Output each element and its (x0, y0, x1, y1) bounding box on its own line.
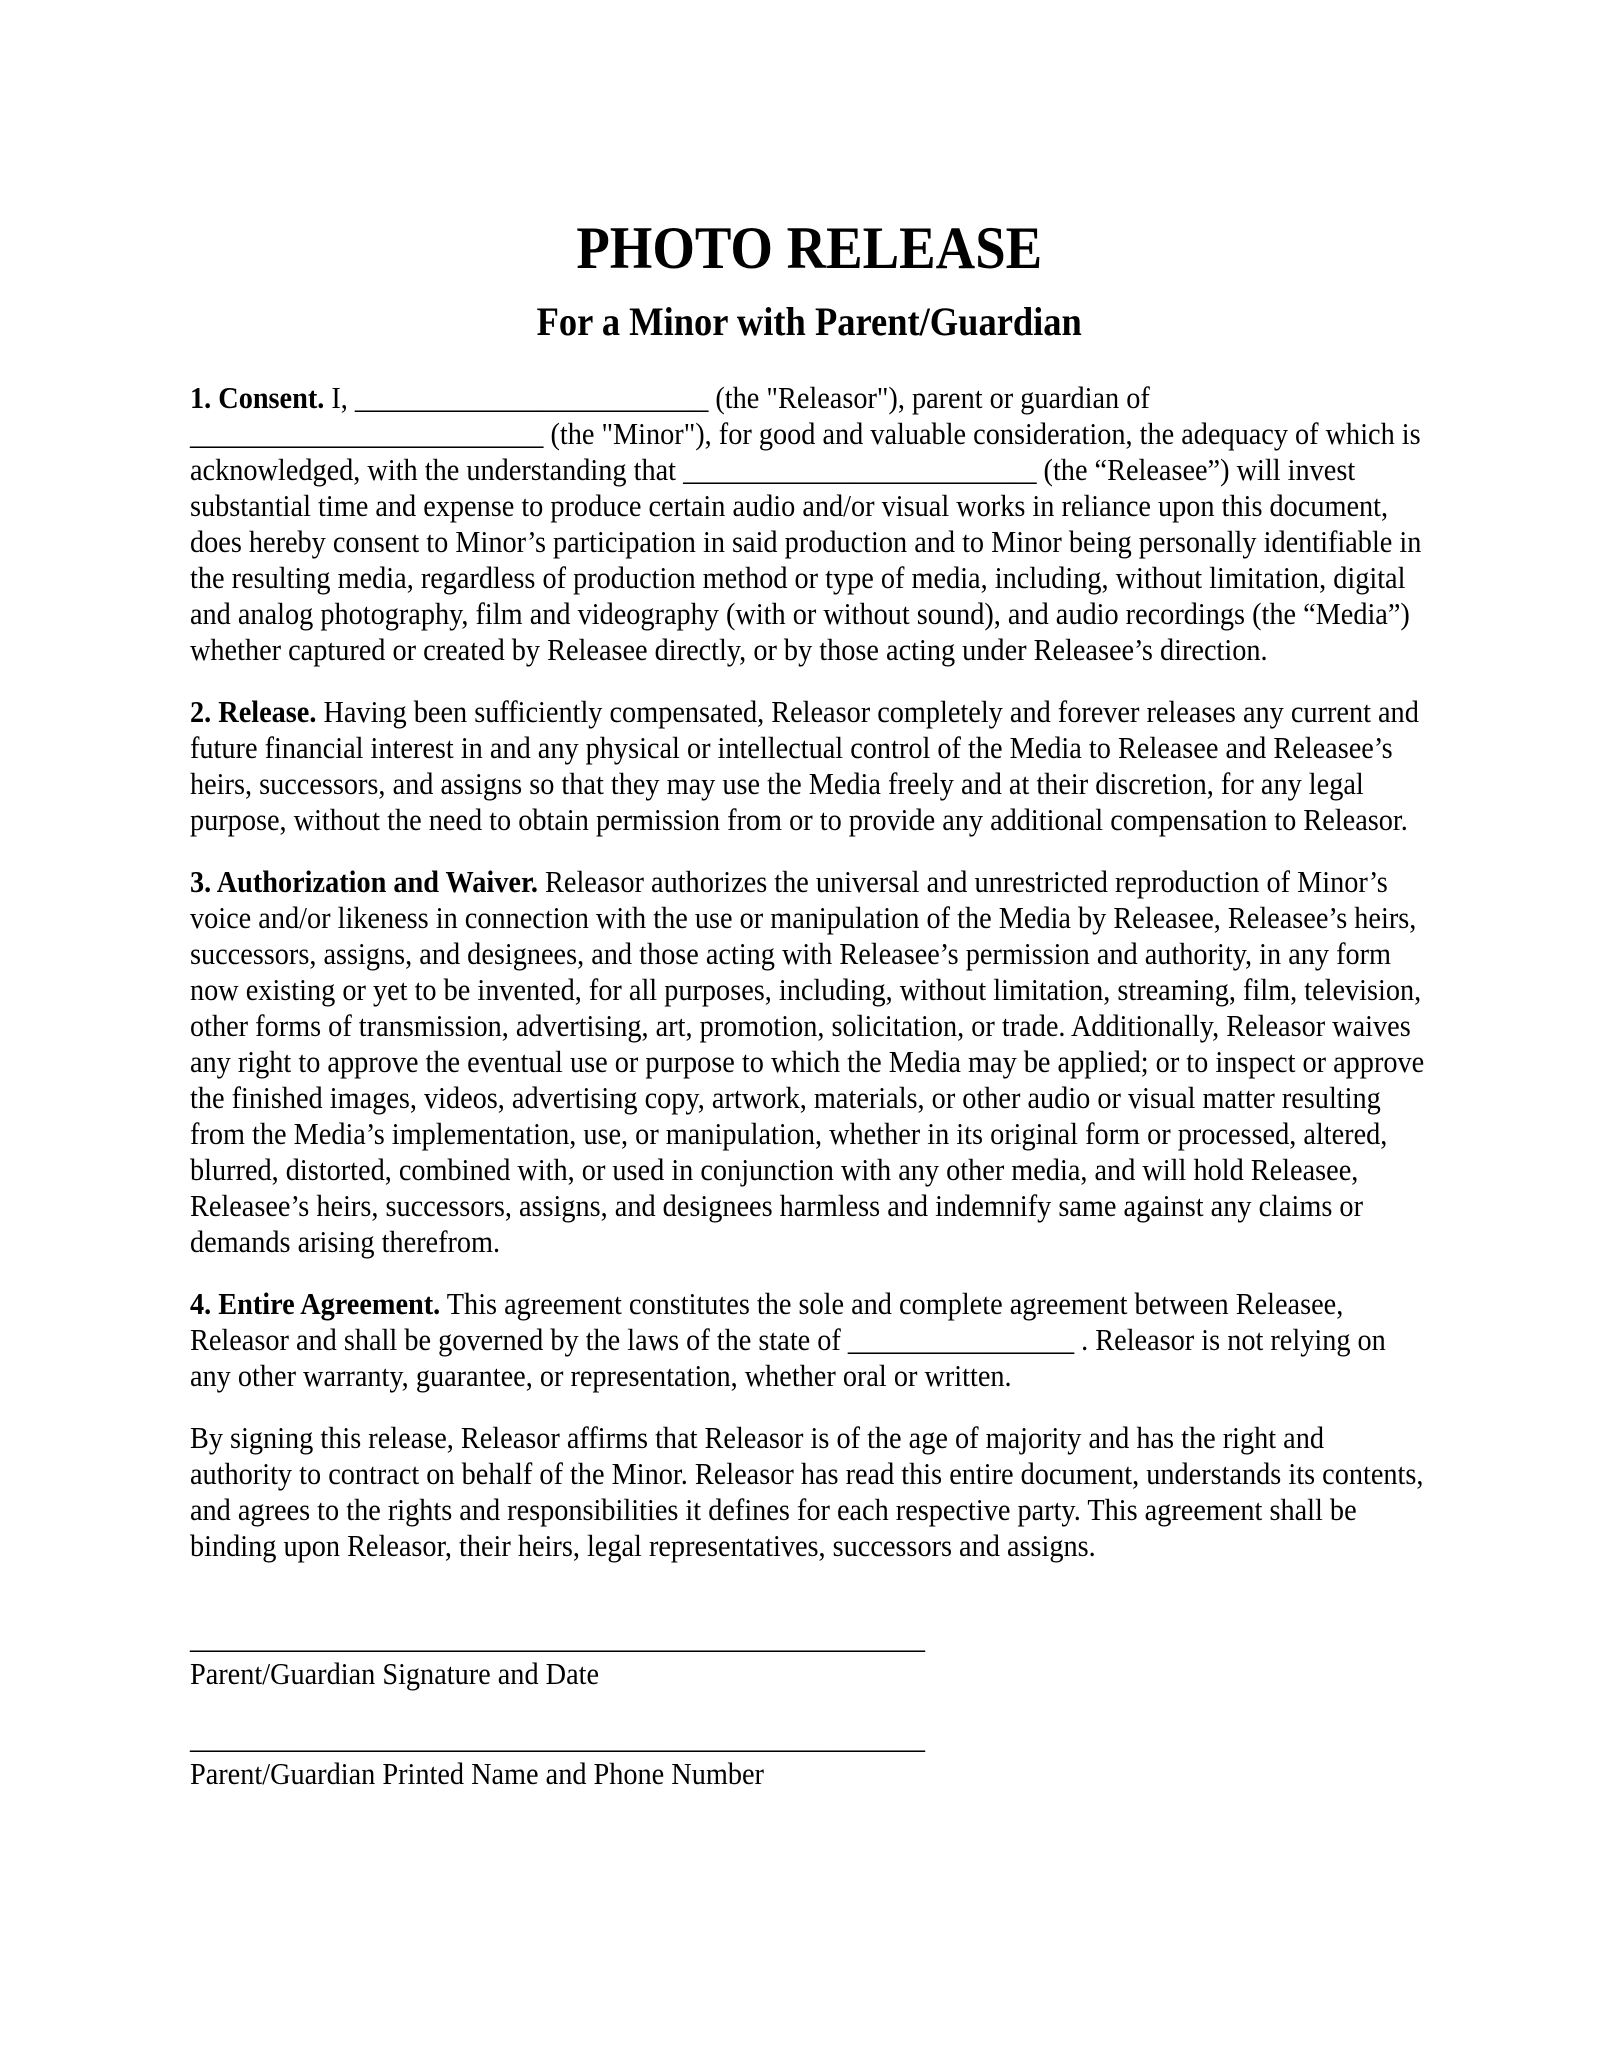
section-entire-agreement-text-1: This agreement constitutes the sole and complete agreement between Releasee, Releasor and shall be governed by the laws of the state of (190, 1286, 1344, 1357)
section-consent-text-2: (the "Releasor"), parent or guardian of (715, 380, 1150, 415)
releasor-name-blank: _________________________ (354, 380, 709, 415)
section-entire-agreement-heading: 4. Entire Agreement. (190, 1286, 441, 1321)
state-name-blank: ________________ (847, 1322, 1075, 1357)
section-entire-agreement-text-2: . Releasor is not relying on any other warranty, guarantee, or representation, whether oral or written. (190, 1322, 1386, 1393)
minor-name-blank: _________________________ (190, 416, 544, 451)
section-consent-text-4: (the “Releasee”) will invest substantial time and expense to produce certain audio and/or visual works in reliance upon this document, does hereby consent to Minor’s participation in said production and to Minor being personally identifiable in the resulting media, regardless of production method or type of media, including, without limitation, digital and analog photography, film and videography (with or without sound), and audio recordings (the “Media”) whether captured or created by Releasee directly, or by those acting under Releasee’s direction. (190, 452, 1422, 667)
section-release-text: Having been sufficiently compensated, Releasor completely and forever releases any current and future financial interest in and any physical or intellectual control of the Media to Releasee and Releasee’s heirs, successors, and assigns so that they may use the Media freely and at their discretion, for any legal purpose, without the need to obtain permission from or to provide any additional compensation to Releasor. (190, 694, 1419, 837)
signature-date-label: Parent/Guardian Signature and Date (190, 1656, 600, 1691)
signature-block-printed-name-phone (190, 1720, 1428, 1792)
closing-paragraph (190, 1420, 1428, 1564)
section-release (190, 694, 1428, 838)
section-release-heading: 2. Release. (190, 694, 317, 729)
document-title: PHOTO RELEASE (576, 215, 1043, 281)
section-consent-heading: 1. Consent. (190, 380, 325, 415)
section-authorization-waiver-heading: 3. Authorization and Waiver. (190, 864, 538, 899)
section-authorization-waiver-text: Releasor authorizes the universal and unrestricted reproduction of Minor’s voice and/or likeness in connection with the use or manipulation of the Media by Releasee, Releasee’s heirs, successors, assigns, and designees, and those acting with Releasee’s permission and authority, in any form now existing or yet to be invented, for all purposes, including, without limitation, streaming, film, television, other forms of transmission, advertising, art, promotion, solicitation, or trade. Additionally, Releasor waives any right to approve the eventual use or purpose to which the Media may be applied; or to inspect or approve the finished images, videos, advertising copy, artwork, materials, or other audio or visual matter resulting from the Media’s implementation, use, or manipulation, whether in its original form or processed, altered, blurred, distorted, combined with, or used in conjunction with any other media, and will hold Releasee, Releasee’s heirs, successors, assigns, and designees harmless and indemnify same against any claims or demands arising therefrom. (190, 864, 1425, 1259)
section-entire-agreement (190, 1286, 1428, 1394)
document-subtitle: For a Minor with Parent/Guardian (536, 299, 1082, 344)
closing-text: By signing this release, Releasor affirms that Releasor is of the age of majority and has the right and authority to contract on behalf of the Minor. Releasor has read this entire document, understands its contents, and agrees to the rights and responsibilities it defines for each respective party. This agreement shall be binding upon Releasor, their heirs, legal representatives, successors and assigns. (190, 1420, 1424, 1563)
printed-name-phone-line: ____________________________________________________ (190, 1720, 926, 1755)
releasee-name-blank: _________________________ (683, 452, 1037, 487)
document-content (190, 212, 1428, 1792)
signature-date-line: ____________________________________________________ (190, 1620, 926, 1655)
section-consent (190, 380, 1428, 668)
printed-name-phone-label: Parent/Guardian Printed Name and Phone Number (190, 1756, 764, 1791)
section-authorization-waiver (190, 864, 1428, 1260)
section-consent-text-3: (the "Minor"), for good and valuable consideration, the adequacy of which is acknowledged, with the understanding that (190, 416, 1421, 487)
section-consent-text-1: I, (331, 380, 348, 415)
signature-block-signature-date (190, 1620, 1428, 1692)
